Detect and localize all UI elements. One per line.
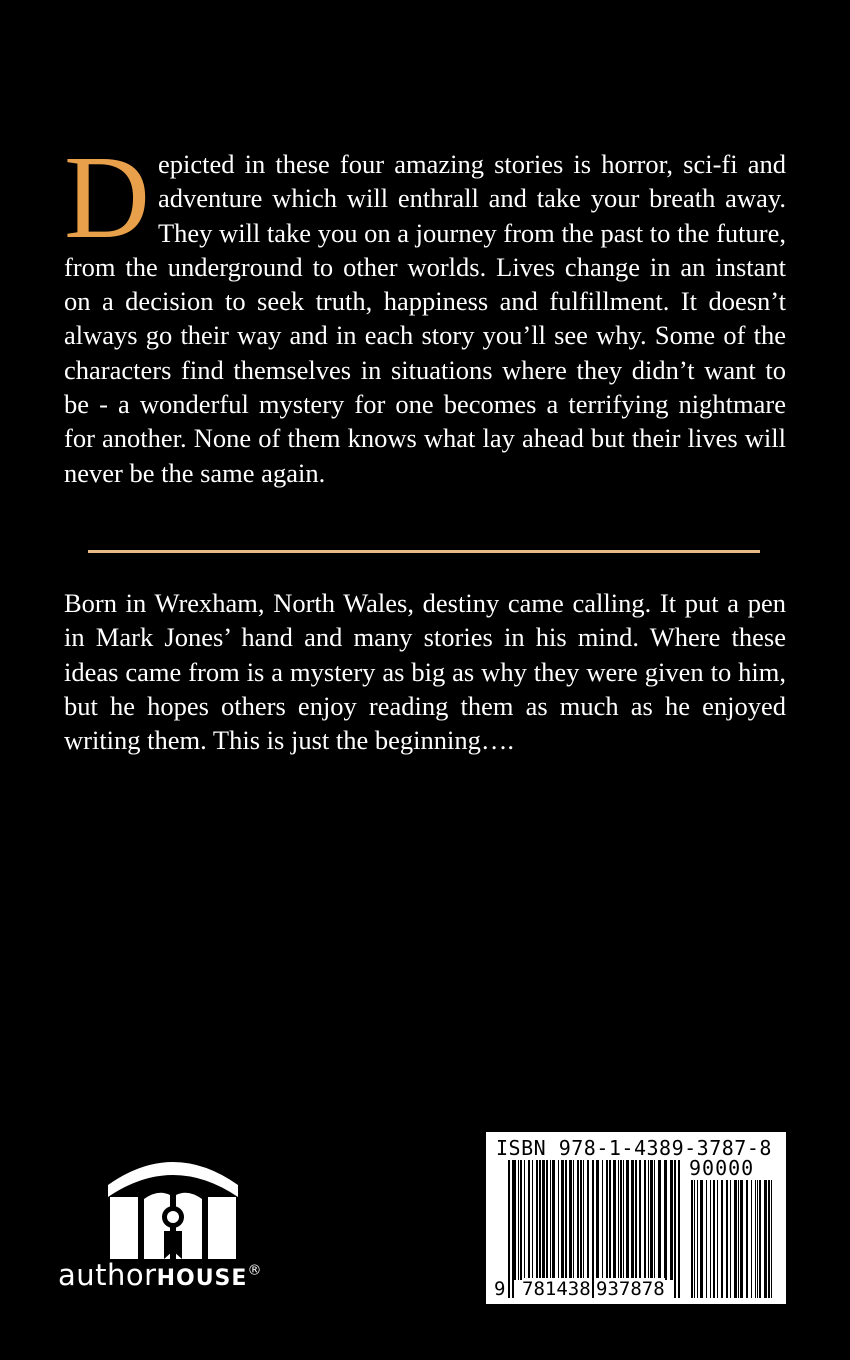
publisher-name xyxy=(58,1258,288,1292)
publisher-name-lower: author xyxy=(58,1258,157,1292)
barcode-digit-group-1: 781438 xyxy=(522,1278,591,1300)
registered-mark: ® xyxy=(247,1262,262,1279)
barcode-digit-group-2: 937878 xyxy=(596,1278,665,1300)
back-cover-blurb xyxy=(64,131,786,490)
barcode-addon-number: 90000 xyxy=(689,1156,755,1180)
blurb-text: epicted in these four amazing stories is horror, sci-fi and adventure which will enthrall and take your breath away. They will take you on a journey from the past to the future, from the underground to other worlds. Lives change in an instant on a decision to seek truth, happiness and fulfillment. It doesn’t always go their way and in each story you’ll see why. Some of the characters find themselves in situations where they didn’t want to be - a wonderful mystery for one becomes a terrifying nightmare for another. None of them knows what lay ahead but their lives will never be the same again. xyxy=(64,149,786,488)
publisher-name-upper: HOUSE xyxy=(156,1266,248,1291)
isbn-label: ISBN 978-1-4389-3787-8 xyxy=(496,1136,772,1160)
barcode-digit-first: 9 xyxy=(494,1278,506,1300)
drop-cap-letter: D xyxy=(64,131,150,263)
publisher-logo xyxy=(58,1147,282,1297)
author-bio: Born in Wrexham, North Wales, destiny came calling. It put a pen in Mark Jones’ hand and many stories in his mind. Where these ideas came from is a mystery as big as why they were given to him, but he hopes others enjoy reading them as much as he enjoyed writing them. This is just the beginning…. xyxy=(64,588,786,756)
isbn-barcode xyxy=(486,1132,786,1304)
section-divider xyxy=(88,550,760,553)
authorhouse-logo-icon xyxy=(98,1147,248,1267)
